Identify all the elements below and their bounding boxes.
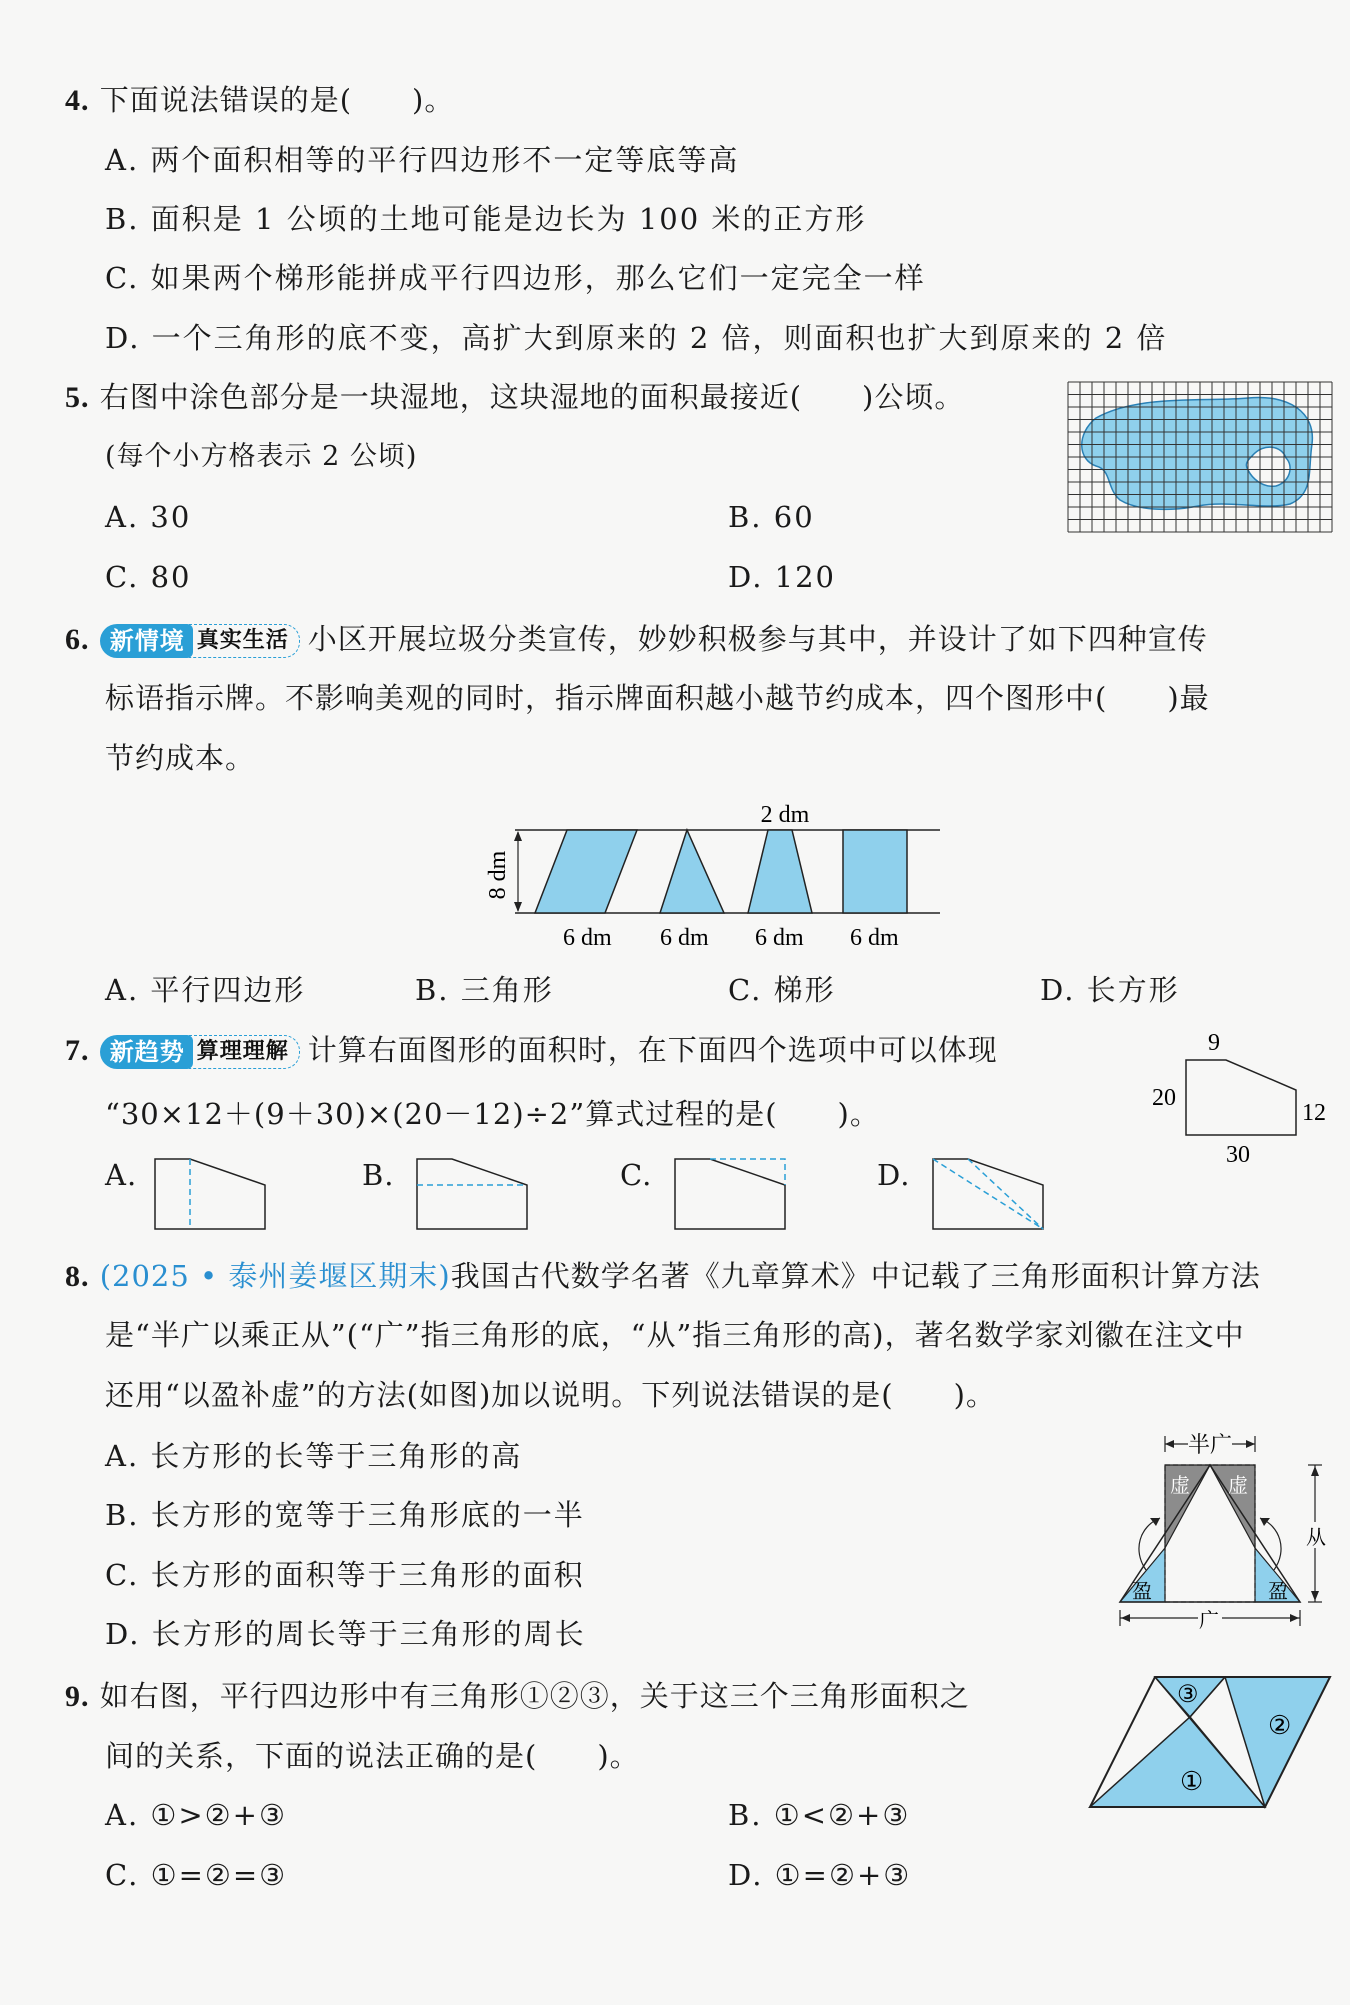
bottom-label-1: 6 dm bbox=[563, 925, 612, 951]
q4-option-c[interactable]: C. 如果两个梯形能拼成平行四边形，那么它们一定完全一样 bbox=[105, 261, 926, 295]
bottom-label-3: 6 dm bbox=[755, 925, 804, 951]
q8-line2: 是“半广以乘正从”(“广”指三角形的底，“从”指三角形的高)，著名数学家刘徽在注文中 bbox=[105, 1318, 1245, 1352]
q4-option-a[interactable]: A. 两个面积相等的平行四边形不一定等底等高 bbox=[105, 143, 740, 177]
q6-line2: 标语指示牌。不影响美观的同时，指示牌面积越小越节约成本，四个图形中( )最 bbox=[105, 681, 1210, 715]
q5-option-a[interactable]: A. 30 bbox=[105, 500, 192, 534]
q7-option-a-diagram bbox=[155, 1159, 265, 1229]
q7-shape-figure bbox=[1140, 1030, 1340, 1168]
q9-option-d[interactable]: D. ①=②+③ bbox=[728, 1858, 912, 1892]
q6-line3: 节约成本。 bbox=[105, 741, 256, 775]
q7-line2: “30×12＋(9＋30)×(20－12)÷2”算式过程的是( )。 bbox=[105, 1097, 880, 1131]
q7-option-b[interactable]: B. bbox=[362, 1158, 395, 1192]
ying-bu-xu-figure bbox=[1110, 1430, 1330, 1630]
q7-option-a[interactable]: A. bbox=[105, 1158, 138, 1192]
svg-text:广: 广 bbox=[1199, 1610, 1219, 1632]
svg-text:盈: 盈 bbox=[1268, 1581, 1288, 1603]
top-width-label: 2 dm bbox=[760, 802, 810, 828]
new-context-badge: 新情境 bbox=[100, 624, 193, 658]
parallelogram-triangles-figure bbox=[1080, 1672, 1340, 1812]
q6-option-b[interactable]: B. 三角形 bbox=[415, 973, 554, 1007]
q8-option-c[interactable]: C. 长方形的面积等于三角形的面积 bbox=[105, 1558, 585, 1592]
svg-text:②: ② bbox=[1268, 1711, 1292, 1740]
svg-text:12: 12 bbox=[1302, 1100, 1326, 1126]
svg-text:虚: 虚 bbox=[1170, 1475, 1190, 1497]
svg-text:30: 30 bbox=[1226, 1142, 1250, 1168]
q8-option-b[interactable]: B. 长方形的宽等于三角形底的一半 bbox=[105, 1498, 585, 1532]
svg-text:半广: 半广 bbox=[1187, 1432, 1233, 1457]
svg-text:盈: 盈 bbox=[1132, 1581, 1152, 1603]
rectangle-board bbox=[843, 830, 907, 913]
q7-option-diagrams bbox=[150, 1155, 1050, 1235]
q8-line1: 8. (2025 • 泰州姜堰区期末)我国古代数学名著《九章算术》中记载了三角形面积计算方法 bbox=[65, 1259, 1261, 1293]
q5-stem: 5. 右图中涂色部分是一块湿地，这块湿地的面积最接近( )公顷。 bbox=[65, 380, 965, 414]
reasoning-badge: 算理理解 bbox=[189, 1035, 300, 1069]
trapezoid-board bbox=[748, 830, 812, 913]
q4-option-d[interactable]: D. 一个三角形的底不变，高扩大到原来的 2 倍，则面积也扩大到原来的 2 倍 bbox=[105, 321, 1168, 355]
triangle-1 bbox=[1090, 1717, 1265, 1807]
signboards-figure bbox=[480, 795, 950, 960]
q6-option-d[interactable]: D. 长方形 bbox=[1040, 973, 1180, 1007]
bottom-label-2: 6 dm bbox=[660, 925, 709, 951]
wetland-grid-figure bbox=[1068, 382, 1332, 532]
parallelogram-board bbox=[535, 830, 637, 913]
svg-text:20: 20 bbox=[1152, 1085, 1176, 1111]
q7-option-b-diagram bbox=[417, 1159, 527, 1229]
new-trend-badge: 新趋势 bbox=[100, 1035, 193, 1069]
q5-note: (每个小方格表示 2 公顷) bbox=[105, 441, 418, 472]
svg-text:①: ① bbox=[1180, 1767, 1204, 1796]
q7-option-c-diagram bbox=[675, 1159, 785, 1229]
q8-option-d[interactable]: D. 长方形的周长等于三角形的周长 bbox=[105, 1617, 586, 1651]
triangle-board bbox=[660, 830, 724, 913]
q6-option-a[interactable]: A. 平行四边形 bbox=[105, 973, 306, 1007]
q7-line1: 7. 新趋势 算理理解 计算右面图形的面积时，在下面四个选项中可以体现 bbox=[65, 1033, 998, 1067]
bottom-label-4: 6 dm bbox=[850, 925, 899, 951]
q9-option-b[interactable]: B. ①<②+③ bbox=[728, 1798, 911, 1832]
svg-text:从: 从 bbox=[1306, 1527, 1326, 1549]
q7-option-d-diagram bbox=[933, 1159, 1043, 1229]
q8-source: (2025 • 泰州姜堰区期末) bbox=[99, 1259, 451, 1293]
q8-option-a[interactable]: A. 长方形的长等于三角形的高 bbox=[105, 1439, 523, 1473]
q9-option-a[interactable]: A. ①>②+③ bbox=[105, 1798, 287, 1832]
q6-line1: 6. 新情境 真实生活 小区开展垃圾分类宣传，妙妙积极参与其中，并设计了如下四种宣传 bbox=[65, 622, 1208, 656]
svg-text:虚: 虚 bbox=[1228, 1475, 1248, 1497]
q7-option-c[interactable]: C. bbox=[620, 1158, 653, 1192]
height-label: 8 dm bbox=[485, 850, 511, 900]
q9-line1: 9. 如右图，平行四边形中有三角形①②③，关于这三个三角形面积之 bbox=[65, 1679, 970, 1713]
svg-text:③: ③ bbox=[1177, 1682, 1199, 1708]
svg-text:9: 9 bbox=[1208, 1030, 1220, 1056]
q6-option-c[interactable]: C. 梯形 bbox=[728, 973, 836, 1007]
q8-line3: 还用“以盈补虚”的方法(如图)加以说明。下列说法错误的是( )。 bbox=[105, 1378, 996, 1412]
q5-option-d[interactable]: D. 120 bbox=[728, 560, 837, 594]
q5-option-c[interactable]: C. 80 bbox=[105, 560, 192, 594]
q9-option-c[interactable]: C. ①=②=③ bbox=[105, 1858, 288, 1892]
q4-stem: 4. 下面说法错误的是( )。 bbox=[65, 83, 455, 117]
q7-option-d[interactable]: D. bbox=[877, 1158, 911, 1192]
q5-option-b[interactable]: B. 60 bbox=[728, 500, 815, 534]
q4-option-b[interactable]: B. 面积是 1 公顷的土地可能是边长为 100 米的正方形 bbox=[105, 202, 867, 236]
real-life-badge: 真实生活 bbox=[189, 624, 300, 658]
q9-line2: 间的关系，下面的说法正确的是( )。 bbox=[105, 1739, 640, 1773]
